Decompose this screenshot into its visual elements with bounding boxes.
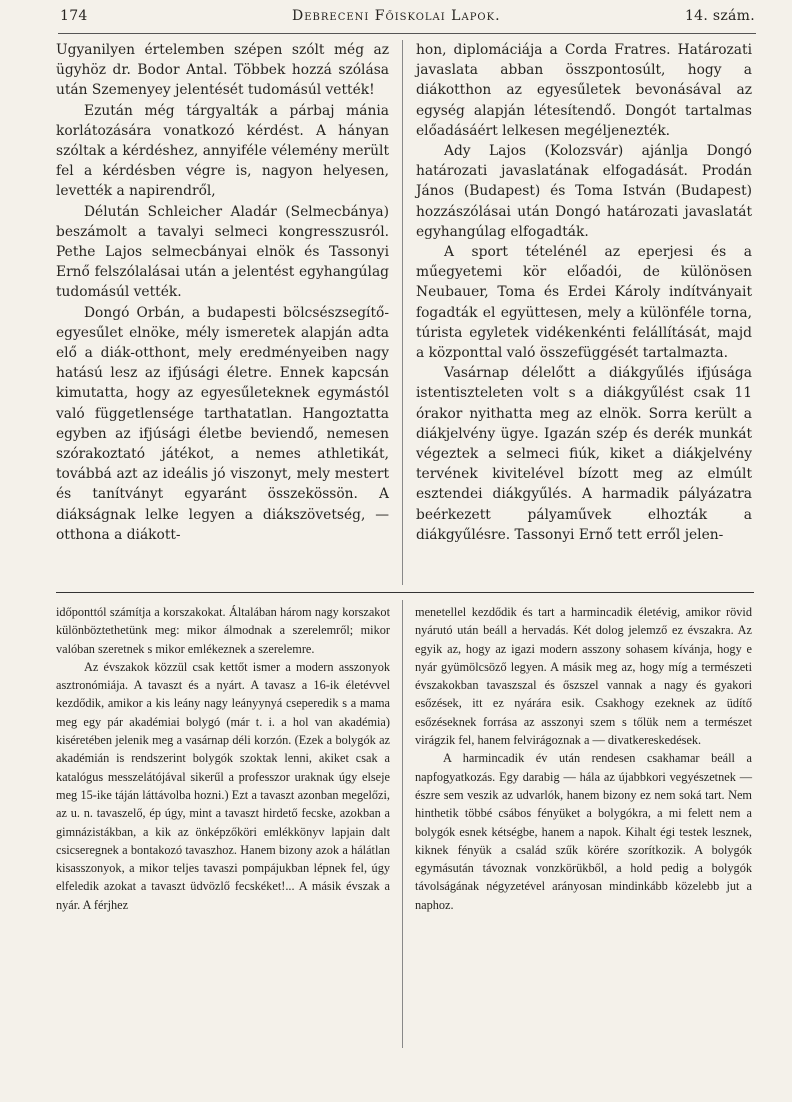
section-rule (56, 592, 754, 593)
paragraph: Az évszakok közzül csak kettőt ismer a modern asszonyok asztronómiája. A tavaszt és a nyárt. A tavasz a 16-ik életévvel kezdődik, amikor a kis leány nagy leányynyá cseperedik s a mama meg egy pár akadémiai bolygó (már t. i. a hol van akadémia) kiséretében jelenik meg a vasárnap déli korzón. (Ezek a bolygók az akadémián is rendszerint bolygók szoktak lenni, akiket csak a katalógus messzelátójával sikerűl a professzor uraknak úgy elseje meg 15-ike táján láttávolba hozni.) Ezt a tavaszt azonban megelőzi, az u. n. tavaszelő, ép úgy, mint a tavaszt hirdető fecske, azokban a gimnázistákban, a kik az önképzőköri emlékkönyv lapjain dalt csicseregnek a bontakozó tavaszhoz. Hanem bizony azok a hálátlan kisasszonyok, a mikor teljes tavaszi pompájukban lépnek fel, úgy elfeledik azokat a tavaszt üdvözlő fecskéket!... A másik évszak a nyár. A férjhez (56, 659, 390, 912)
upper-left-column (56, 40, 389, 545)
page-number: 174 (60, 8, 88, 24)
running-header (60, 8, 755, 30)
paragraph: Ady Lajos (Kolozsvár) ajánlja Dongó határozati javaslatának elfogadását. Prodán János (Budapest) és Toma István (Budapest) hozzászólásai után Dongó határozati javaslatát egyhangúlag elfogadták. (416, 143, 752, 240)
paragraph: Ugyanilyen értelemben szépen szólt még az ügyhöz dr. Bodor Antal. Többek hozzá szólása után Szemenyey jelentését tudomásúl vették! (56, 42, 389, 99)
paragraph: Dongó Orbán, a budapesti bölcsészsegítő-egyesűlet elnöke, mély ismeretek alapján adta elő a diák-otthont, mely eredményeiben nagy hatású lesz az ifjúsági életre. Ennek kapcsán kimutatta, hogy az egyesűleteknek egymástól való függetlensége tarthatatlan. Hangoztatta egyben az ifjúsági életbe beviendő, nemesen szórakoztató játékot, a nemes athletikát, továbbá azt az ideális jó viszonyt, mely mestert és tanítványt egyaránt összekössön. A diákságnak lelke legyen a diákszövetség, — otthona a diákott- (56, 304, 389, 543)
issue-number: 14. szám. (684, 8, 755, 24)
column-divider (402, 40, 403, 585)
paragraph: Ezután még tárgyalták a párbaj mánia korlátozására vonatkozó kérdést. A hányan szóltak a kérdéshez, annyiféle vélemény merült fel a kérdésben végre is, nagyon helyesen, levették a napirendről, (56, 102, 389, 200)
column-divider (402, 600, 403, 1048)
paragraph: időponttól számítja a korszakokat. Általában három nagy korszakot különböztethetünk meg: mikor álmodnak a szerelemről; mikor valóban szeretnek s mikor emlékeznek a szerelemre. (56, 605, 390, 656)
paragraph: menetellel kezdődik és tart a harmincadik életévig, amikor rövid nyárutó után beáll a hervadás. Két dolog jelemző ez évszakra. Az egyik az, hogy az igazi modern asszony sohasem kívánja, hogy e nyár gyümölcsöző legyen. A másik meg az, hogy míg a természeti évszakokban tavaszszal és őszszel vannak a nagy és gyakori esőzések, itt ez nyárára esik. Csakhogy ezeknek az üdítő esőzéseknek forrása az asszonyi szem s tőlük nem a természet virágzik fel, hanem felvirágoznak a — divatkereskedések. (415, 605, 752, 748)
lower-right-column (415, 603, 752, 914)
paragraph: A sport tételénél az eperjesi és a műegyetemi kör előadói, de különösen Neubauer, Toma és Erdei Károly indítványait fogadták el együttesen, mely a különféle torna, túrista egyletek vidékenkénti felállítását, majd a központtal való összefüggését tartalmazta. (416, 244, 752, 362)
paragraph: Vasárnap délelőtt a diákgyűlés ifjúsága istentiszteleten volt s a diákgyűlést csak 11 órakor nyithatta meg az elnök. Sorra került a diákjelvény ügye. Igazán szép és derék munkát végeztek a selmeci fiúk, kiket a diákjelvény tervének kivitelével bízott meg az elmúlt esztendei diákgyűlés. A harmadik pályázatra beérkezett pályaművek elhozták a diákgyűlésre. Tassonyi Ernő tett erről jelen- (416, 365, 752, 543)
paragraph: Délután Schleicher Aladár (Selmecbánya) beszámolt a tavalyi selmeci kongresszusról. Pethe Lajos selmecbányai elnök és Tassonyi Ernő felszólalásai után a jelentést egyhangúlag tudomásúl vették. (56, 203, 389, 301)
journal-title: Debreceni Főiskolai Lapok. (292, 8, 501, 24)
paragraph: A harmincadik év után rendesen csakhamar beáll a napfogyatkozás. Egy darabig — hála az újabbkori vegyészetnek — észre sem veszik az udvarlók, hanem bizony ez nem soká tart. Nem hinthetik többé csábos fényüket a bolygókra, a mi felett nem a bolygók esnek kétségbe, hanem a napok. Kihalt égi testek lesznek, kiknek fényük a család szűk körére szorítkozik. A bolygók egymásután távoznak vonzkörükből, a hold pedig a bolygók távolságának négyzetével arányosan mindinkább közelebb jut a naphoz. (415, 751, 752, 912)
paragraph: hon, diplomáciája a Corda Fratres. Határozati javaslata abban összpontosúlt, hogy a diákotthon az egyesűletek bevonásával az egység alapján létesítendő. Dongót tartalmas előadásáért lelkesen megéljenezték. (416, 42, 752, 139)
upper-right-column (416, 40, 752, 545)
header-rule (58, 33, 756, 34)
lower-left-column (56, 603, 390, 914)
